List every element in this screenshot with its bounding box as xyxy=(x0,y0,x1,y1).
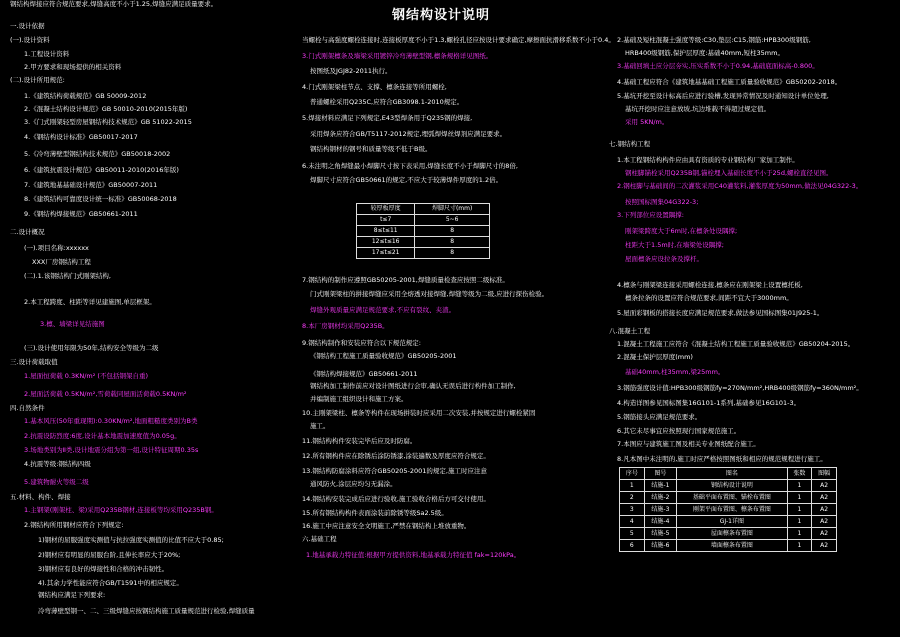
col1-line: 1.工程设计资料 xyxy=(24,50,70,58)
col1-line: 3.《门式刚架轻型房屋钢结构技术规范》GB 51022-2015 xyxy=(24,118,192,126)
col2-line: 当螺栓与高强度螺栓连接时,连接板厚度不小于1.3,螺栓孔径应按设计要求确定,摩擦面抗滑移系数不小于0.4。 xyxy=(302,36,615,44)
col2-line: 普通螺栓采用Q235C,应符合GB3098.1-2010规定。 xyxy=(310,98,464,106)
table-cell: 12≤t≤16 xyxy=(357,237,415,248)
table-row xyxy=(620,516,837,528)
col2-line: 《钢结构焊接规范》GB50661-2011 xyxy=(310,370,418,378)
col2-line: 13.钢结构防腐涂料应符合GB50205-2001的规定,施工时应注意 xyxy=(302,467,487,475)
table-cell: 1 xyxy=(787,540,812,552)
table-cell: A2 xyxy=(812,540,837,552)
col1-line: 1.基本风压(50年重现期):0.30KN/m²,地面粗糙度类别为B类 xyxy=(24,417,198,425)
col3-line: 檩条拉条的设置应符合规范要求,间距不宜大于3000mm。 xyxy=(625,294,793,302)
col1-line: 钢结构焊接应符合规范要求,焊缝高度不小于1.25,焊缝应满足质量要求。 xyxy=(10,0,218,8)
col3-line: 4.构造详图参见国标图集16G101-1系列,基础参见16G101-3。 xyxy=(617,399,801,407)
col1-line: 3.场地类别为Ⅱ类,设计地震分组为第一组,设计特征周期0.35s xyxy=(24,446,199,454)
table-row xyxy=(357,248,490,259)
col3-line: 4.檩条与刚架梁连接采用螺栓连接,檩条应在刚架梁上设置檩托板, xyxy=(617,281,803,289)
col2-line: 11.钢结构构件安装完毕后应及时防腐。 xyxy=(302,437,417,445)
col2-line: 门式刚架梁柱的拼接焊缝应采用全熔透对接焊缝,焊缝等级为二级,应进行探伤检验。 xyxy=(310,290,549,298)
weld-size-table xyxy=(356,203,490,259)
col1-line: 3.檩、墙梁详见结施图 xyxy=(40,320,105,328)
table-cell: 结施-4 xyxy=(644,516,676,528)
col2-line: 钢结构加工制作前应对设计图纸进行会审,确认无误后进行构件加工制作, xyxy=(310,382,516,390)
col3-line: 1.混凝土工程施工应符合《混凝土结构工程施工质量验收规范》GB50204-2015。 xyxy=(617,340,855,348)
col1-line: (一).设计资料 xyxy=(10,36,50,44)
col3-line: 2.基础及短柱混凝土强度等级:C30,垫层:C15,钢筋:HPB300级钢筋, xyxy=(617,36,811,44)
col2-line: 并编制施工组织设计和施工方案。 xyxy=(310,395,408,403)
col1-line: 2.本工程跨度、柱距等详见建施图,单层框架。 xyxy=(24,298,156,306)
col2-line: 12.所有钢构件应在除锈后涂防锈漆,涂装遍数及厚度应符合规定。 xyxy=(302,452,490,460)
col2-line: 1.地基承载力特征值:根据甲方提供资料,地基承载力特征值 fak=120kPa。 xyxy=(306,551,521,559)
col2-line: 7.钢结构的制作应遵照GB50205-2001,焊缝质量检查应按照二级标准。 xyxy=(302,276,509,284)
table-cell: 4 xyxy=(620,516,645,528)
col1-line: 7.《建筑地基基础设计规范》GB50007-2011 xyxy=(24,181,158,189)
col3-line: 1.本工程钢结构构件应由具有资质的专业钢结构厂家加工制作。 xyxy=(617,156,799,164)
table-header: 焊脚尺寸(mm) xyxy=(415,204,490,215)
table-header: 序号 xyxy=(620,468,645,480)
table-header: 图号 xyxy=(644,468,676,480)
col3-line: 采用 5KN/m。 xyxy=(625,118,669,126)
col2-line: 9.钢结构制作和安装应符合以下规范规定: xyxy=(302,339,421,347)
table-cell: A2 xyxy=(812,528,837,540)
col3-line: 4.基础工程应符合《建筑地基基础工程施工质量验收规范》GB50202-2018。 xyxy=(617,78,842,86)
table-row xyxy=(620,492,837,504)
table-cell: 5 xyxy=(620,528,645,540)
col1-line: 3)钢材应有良好的焊接性和合格的冲击韧性。 xyxy=(38,565,169,573)
col1-line: 2.抗震设防烈度:6度,设计基本地震加速度值为0.05g。 xyxy=(24,432,181,440)
table-cell: 6 xyxy=(620,540,645,552)
col1-line: 一.设计依据 xyxy=(10,22,45,30)
col2-line: 按图纸及JGJ82-2011执行。 xyxy=(310,67,392,75)
table-header: 较厚板厚度 xyxy=(357,204,415,215)
col3-line: 柱距大于1.5m时,在墙梁处设隅撑; xyxy=(625,241,724,249)
table-row xyxy=(357,226,490,237)
col1-line: 1.《建筑结构荷载规范》GB 50009-2012 xyxy=(24,92,147,100)
col2-line: 10.主刚架梁柱、檩条等构件在现场拼装时应采用二次安装,并按规定进行螺栓紧固 xyxy=(302,409,536,417)
col3-line: 刚架梁跨度大于6m时,在檩条处设隅撑; xyxy=(625,227,738,235)
col1-line: 二.设计概况 xyxy=(10,228,45,236)
table-cell: 8 xyxy=(415,237,490,248)
col3-line: 钢柱脚锚栓采用Q235B钢,锚栓埋入基础长度不小于25d,螺栓直径见图。 xyxy=(625,169,833,177)
col3-line: 七.钢结构工程 xyxy=(609,140,651,148)
col1-line: 8.《建筑结构可靠度设计统一标准》GB50068-2018 xyxy=(24,195,177,203)
col3-line: 5.屋面彩钢板的搭接长度应满足规范要求,做法参见国标图集01J925-1。 xyxy=(617,309,824,317)
table-cell: 结施-2 xyxy=(644,492,676,504)
col2-line: 焊脚尺寸应符合GB50661的规定,不应大于较薄焊件厚度的1.2倍。 xyxy=(310,176,503,184)
col3-line: 5.钢筋接头应满足规范要求。 xyxy=(617,413,702,421)
col3-line: 3.下列部位应设置隅撑: xyxy=(617,211,684,219)
table-cell: 1 xyxy=(620,480,645,492)
col3-line: 基坑开挖时应注意放坡,坑边堆载不得超过规定值。 xyxy=(625,105,771,113)
table-cell: 8 xyxy=(415,226,490,237)
table-cell: 3 xyxy=(620,504,645,516)
col1-line: 三.设计荷载取值 xyxy=(10,358,58,366)
table-row xyxy=(620,528,837,540)
col1-line: (二).设计所用规范: xyxy=(10,76,65,84)
table-cell: 1 xyxy=(787,492,812,504)
col3-line: 3.基础回填土应分层夯实,压实系数不小于0.94,基础底面标高-0.800。 xyxy=(617,62,819,70)
col3-line: 按照国标图集04G322-3; xyxy=(625,198,699,206)
table-cell: 1 xyxy=(787,504,812,516)
col1-line: 4).其余力学性能应符合GB/T1591中的相应规定。 xyxy=(38,579,183,587)
col1-line: 四.自然条件 xyxy=(10,404,45,412)
col1-line: 1)钢材的屈服强度实测值与抗拉强度实测值的比值不应大于0.85; xyxy=(38,536,224,544)
col2-line: 8.本厂房钢材均采用Q235B。 xyxy=(302,322,389,330)
col2-line: 采用焊条应符合GB/T5117-2012规定,埋弧焊焊丝焊剂应满足要求。 xyxy=(310,130,507,138)
table-cell: 2 xyxy=(620,492,645,504)
col1-line: 冷弯薄壁型钢一、二、三级焊缝应按钢结构施工质量规范进行检验,焊缝质量 xyxy=(38,607,255,615)
col3-line: 3.钢筋强度设计值:HPB300级钢筋fy=270N/mm²,HRB400级钢筋fy=360N/mm²。 xyxy=(617,384,863,392)
col3-line: 2.混凝土保护层厚度(mm) xyxy=(617,353,693,361)
col2-line: 5.焊接材料应满足下列规定,E43型焊条用于Q235钢的焊接, xyxy=(302,114,473,122)
col1-line: XXX厂房钢结构工程 xyxy=(32,258,91,266)
col1-line: 4.《钢结构设计标准》GB50017-2017 xyxy=(24,133,138,141)
table-cell: 结施-5 xyxy=(644,528,676,540)
col3-line: HRB400级钢筋,保护层厚度:基础40mm,短柱35mm。 xyxy=(625,49,784,57)
col1-line: 2)钢材应有明显的屈服台阶,且伸长率应大于20%; xyxy=(38,551,181,559)
col2-line: 6.未注明之角焊缝最小焊脚尺寸按下表采用,焊缝长度不小于焊脚尺寸的8倍, xyxy=(302,162,518,170)
table-row xyxy=(357,215,490,226)
table-header: 张数 xyxy=(787,468,812,480)
col1-line: 5.建筑物耐火等级二级 xyxy=(24,478,89,486)
col1-line: 2.甲方要求和现场提供的相关资料 xyxy=(24,63,122,71)
table-cell: 5~6 xyxy=(415,215,490,226)
col1-line: 1.屋面恒荷载 0.3KN/m² (不包括钢架自重) xyxy=(24,372,148,380)
table-cell: 屋面檩条布置图 xyxy=(677,528,787,540)
col1-line: 2.屋面活荷载 0.5KN/m²,雪荷载同屋面活荷载0.5KN/m² xyxy=(24,390,187,398)
table-cell: GJ-1详图 xyxy=(677,516,787,528)
col3-line: 8.凡本图中未注明的,施工时应严格按照图纸和相应的规范规程进行施工。 xyxy=(617,455,827,463)
col1-line: 6.《建筑抗震设计规范》GB50011-2010(2016年版) xyxy=(24,166,179,174)
table-header: 图幅 xyxy=(812,468,837,480)
table-cell: 结施-3 xyxy=(644,504,676,516)
col2-line: 六.基础工程 xyxy=(302,535,337,543)
table-cell: 结施-1 xyxy=(644,480,676,492)
col1-line: 钢结构应满足下列要求: xyxy=(38,591,106,599)
col2-line: 3.门式刚架檩条及墙梁采用镀锌冷弯薄壁型钢,檩条规格详见图纸。 xyxy=(302,52,493,60)
col2-line: 《钢结构工程施工质量验收规范》GB50205-2001 xyxy=(310,352,457,360)
col3-line: 2.钢柱脚与基础间的二次灌浆采用C40灌浆料,灌浆厚度为50mm,做法见04G322-3。 xyxy=(617,182,863,190)
table-cell: 刚架平面布置图、檩条布置图 xyxy=(677,504,787,516)
table-row xyxy=(620,480,837,492)
drawing-list-table xyxy=(619,467,837,552)
col2-line: 4.门式刚架梁柱节点、支撑、檩条连接等所用螺栓, xyxy=(302,83,447,91)
col1-line: 9.《钢结构焊接规范》GB50661-2011 xyxy=(24,210,138,218)
col3-line: 八.混凝土工程 xyxy=(609,327,651,335)
table-cell: 17≤t≤21 xyxy=(357,248,415,259)
table-cell: t≤7 xyxy=(357,215,415,226)
col2-line: 焊缝外观质量应满足规范要求,不应有裂纹、夹渣。 xyxy=(310,306,456,314)
col1-line: (三).设计使用年限为50年,结构安全等级为二级 xyxy=(24,344,159,352)
table-cell: 8≤t≤11 xyxy=(357,226,415,237)
table-row xyxy=(620,504,837,516)
col2-line: 通风防火,涂层应均匀无漏涂。 xyxy=(310,480,397,488)
table-row xyxy=(620,540,837,552)
col3-line: 6.其它未尽事宜应按照现行国家规范施工。 xyxy=(617,427,741,435)
col1-line: 5.《冷弯薄壁型钢结构技术规范》GB50018-2002 xyxy=(24,150,171,158)
col1-line: 4.抗震等级:钢结构四级 xyxy=(24,460,91,468)
table-header: 图名 xyxy=(677,468,787,480)
col3-line: 7.本图应与建筑施工图及相关专业图纸配合施工。 xyxy=(617,440,760,448)
table-row xyxy=(357,237,490,248)
col1-line: (二).1.该钢结构门式刚架结构, xyxy=(24,272,111,280)
col1-line: 五.材料、构件、焊接 xyxy=(10,493,71,501)
col2-line: 14.钢结构安装完成后应进行验收,施工验收合格后方可交付使用。 xyxy=(302,495,490,503)
table-cell: A2 xyxy=(812,480,837,492)
drawing-title: 钢结构设计说明 xyxy=(392,8,491,23)
col1-line: 2.钢结构所用钢材应符合下列规定: xyxy=(24,521,124,529)
table-cell: 基础平面布置图、锚栓布置图 xyxy=(677,492,787,504)
col1-line: 1.主钢架(刚架柱、梁)采用Q235B钢材,连接板等均采用Q235B钢。 xyxy=(24,506,218,514)
col2-line: 15.所有钢结构构件表面涂装前除锈等级Sa2.5级。 xyxy=(302,509,448,517)
table-cell: A2 xyxy=(812,504,837,516)
col3-line: 屋面檩条应设拉条及撑杆。 xyxy=(625,255,703,263)
col3-line: 基础40mm,柱35mm,梁25mm。 xyxy=(625,368,725,376)
table-cell: 8 xyxy=(415,248,490,259)
table-cell: 墙面檩条布置图 xyxy=(677,540,787,552)
col2-line: 钢结构钢材的钢号和质量等级不低于B级。 xyxy=(310,145,432,153)
table-cell: 钢结构设计说明 xyxy=(677,480,787,492)
table-cell: 结施-6 xyxy=(644,540,676,552)
col3-line: 5.基坑开挖至设计标高后应进行验槽,发现异常情况及时通知设计单位处理, xyxy=(617,92,829,100)
col2-line: 施工。 xyxy=(310,422,330,430)
table-cell: A2 xyxy=(812,516,837,528)
table-cell: 1 xyxy=(787,480,812,492)
col1-line: 2.《混凝土结构设计规范》GB 50010-2010(2015年版) xyxy=(24,105,188,113)
table-cell: 1 xyxy=(787,516,812,528)
table-cell: A2 xyxy=(812,492,837,504)
col1-line: (一).项目名称:xxxxxx xyxy=(24,244,89,252)
table-cell: 1 xyxy=(787,528,812,540)
col2-line: 16.施工中应注意安全文明施工,严禁在钢结构上堆放重物。 xyxy=(302,522,471,530)
